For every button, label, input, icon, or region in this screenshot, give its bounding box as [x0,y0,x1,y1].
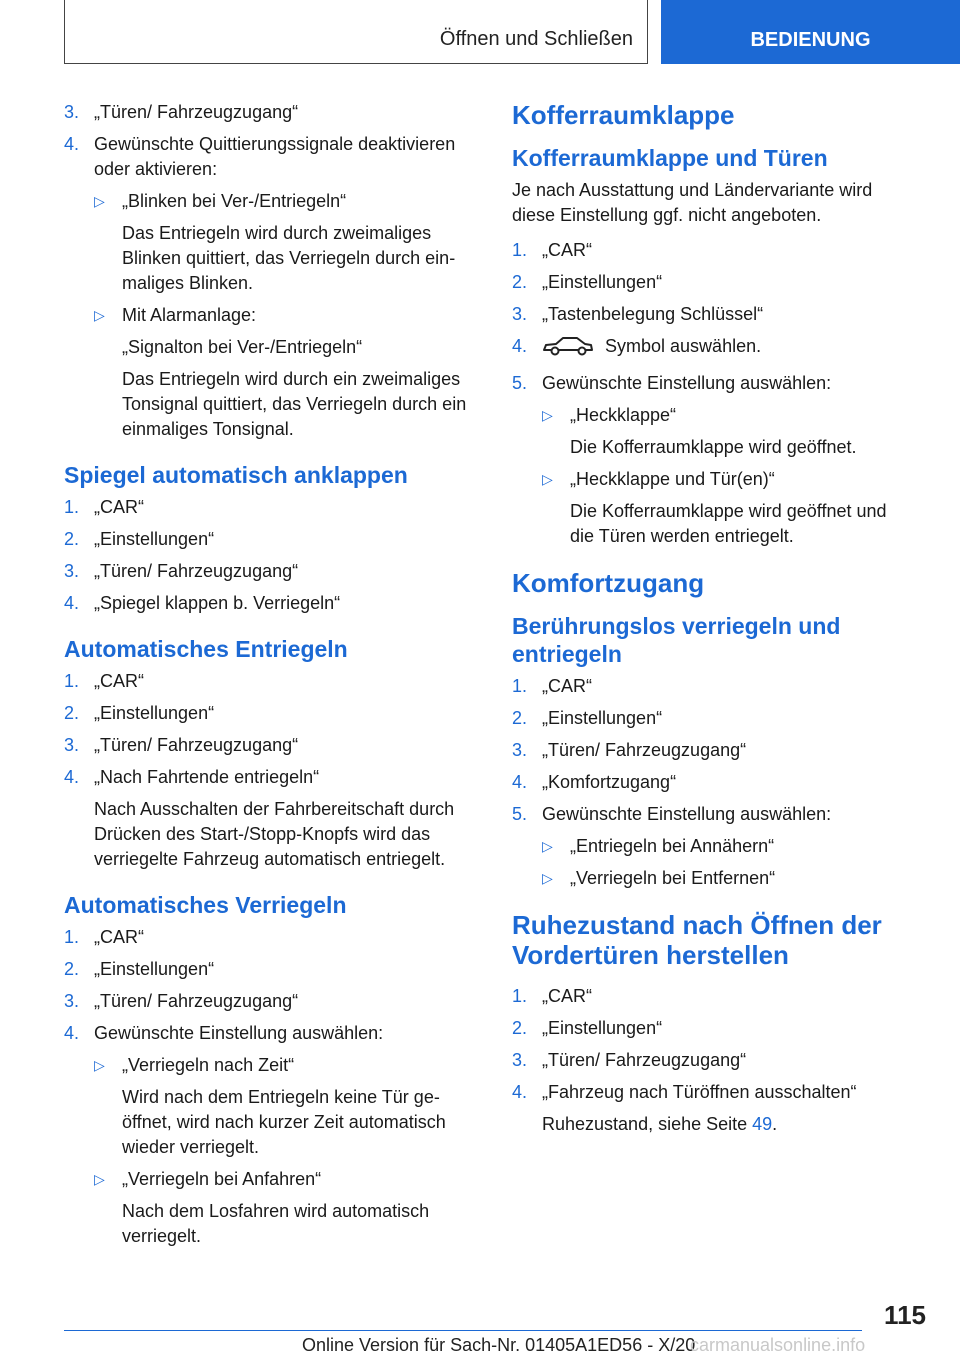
step-text: „Einstellungen“ [94,703,215,723]
step-text: „Türen/ Fahrzeugzugang“ [94,561,299,581]
step-text: „Tastenbelegung Schlüssel“ [542,304,764,324]
step-number: 4. [64,767,80,787]
right-column [512,100,912,1144]
list-item [512,270,912,295]
step-number: 4. [512,336,528,356]
step-number: 4. [512,772,528,792]
footer-text: Online Version für Sach-Nr. 01405A1ED56 - X/20 [302,1335,696,1355]
step-note [512,1112,912,1137]
heading-ruhezustand: Ruhezustand nach Öffnen der Vordertüren herstellen [512,910,882,970]
step-number: 5. [512,373,528,393]
list-item [64,957,480,982]
sub-title: „Verriegeln bei Anfahren“ [122,1169,322,1189]
chapter-tab[interactable] [661,0,960,64]
step-number: 1. [512,240,528,260]
step-text: Gewünschte Quittierungssignale deaktivieren oder aktivieren: [94,134,456,179]
step-number: 3. [512,1050,528,1070]
list-item [512,706,912,731]
sub-list-item [512,403,912,428]
list-item [512,1080,912,1105]
sub-list-item [64,1167,480,1192]
triangle-bullet-icon: ▷ [94,193,105,209]
list-item [512,371,912,396]
step-text: „Fahrzeug nach Türöffnen ausschalten“ [542,1082,857,1102]
sub-title: „Entriegeln bei Annähern“ [570,836,775,856]
header-section-box [64,0,648,64]
step-number: 3. [512,304,528,324]
step-number: 4. [64,1023,80,1043]
list-item [512,770,912,795]
step-number: 4. [64,134,80,154]
step-number: 2. [64,703,80,723]
sub-title: „Heckklappe“ [570,405,677,425]
step-text: „Spiegel klappen b. Verriegeln“ [94,593,341,613]
triangle-bullet-icon: ▷ [94,1057,105,1073]
sub-list-item [512,866,912,891]
step-number: 1. [512,986,528,1006]
list-item [64,669,480,694]
list-item [64,733,480,758]
heading-kofferraumklappe: Kofferraumklappe [512,100,735,130]
step-number: 4. [64,593,80,613]
triangle-bullet-icon: ▷ [94,1171,105,1187]
step-number: 2. [64,959,80,979]
step-number: 3. [64,561,80,581]
note-suffix: . [772,1114,778,1134]
list-item [512,334,912,364]
chapter-title: BEDIENUNG [750,28,871,51]
list-item [512,674,912,699]
step-text: Gewünschte Einstellung auswählen: [94,1023,384,1043]
triangle-bullet-icon: ▷ [542,870,553,886]
intro-text: Je nach Ausstattung und Ländervariante wird diese Einstellung ggf. nicht angeboten. [512,180,873,225]
step-text: „Türen/ Fahrzeugzugang“ [94,991,299,1011]
sub-list-item [512,467,912,492]
step-text: „Komfortzugang“ [542,772,677,792]
step-text: „Türen/ Fahrzeugzugang“ [542,1050,747,1070]
step-note: Nach Ausschalten der Fahrbereitschaft durch Drücken des Start-/Stopp-Knopfs wird das verriegelte Fahrzeug automatisch entriegelt. [94,799,455,869]
sub-list-item [64,189,480,214]
step-number: 5. [512,804,528,824]
section-heading-auto-entriegeln: Automatisches Entriegeln [64,636,348,662]
sub-title: „Blinken bei Ver-/Entriegeln“ [122,191,347,211]
sub-body: Die Kofferraumklappe wird geöffnet und die Türen werden entriegelt. [570,501,887,546]
step-text: „CAR“ [542,986,592,1006]
list-item [64,591,480,616]
page-number: 115 [884,1300,926,1330]
step-number: 4. [512,1082,528,1102]
step-text: „CAR“ [94,497,144,517]
left-column [64,100,480,1256]
sub-body: Das Entriegeln wird durch zweimaliges Blinken quittiert, das Verriegeln durch ein-maliges Blinken. [122,223,456,293]
list-item [64,925,480,950]
step-text: Symbol auswählen. [605,336,762,356]
step-number: 3. [64,991,80,1011]
list-item [64,765,480,790]
sub-title: „Verriegeln bei Entfernen“ [570,868,776,888]
step-number: 2. [512,708,528,728]
list-item [64,132,480,182]
heading-komfortzugang: Komfortzugang [512,568,705,598]
list-item [512,238,912,263]
list-item [64,559,480,584]
watermark: carmanualsonline.info [690,1335,866,1355]
step-number: 3. [64,102,80,122]
page-link[interactable]: 49 [752,1114,773,1134]
step-text: „Einstellungen“ [94,529,215,549]
step-text: Gewünschte Einstellung auswählen: [542,804,832,824]
list-item [64,989,480,1014]
sub-title: „Heckklappe und Tür(en)“ [570,469,775,489]
sub-list-item [64,303,480,328]
footer-divider [64,1330,862,1331]
step-number: 1. [512,676,528,696]
list-item [64,701,480,726]
step-number: 1. [64,927,80,947]
triangle-bullet-icon: ▷ [542,407,553,423]
sub-title: „Verriegeln nach Zeit“ [122,1055,295,1075]
step-text: „Nach Fahrtende entriegeln“ [94,767,320,787]
list-item [64,1021,480,1046]
sub-body: Wird nach dem Entriegeln keine Tür ge-öffnet, wird nach kurzer Zeit automatisch wieder verriegelt. [122,1087,446,1157]
sub-body: Die Kofferraumklappe wird geöffnet. [570,437,857,457]
sub-body: Nach dem Losfahren wird automatisch verriegelt. [122,1201,430,1246]
step-number: 2. [512,272,528,292]
step-text: „Einstellungen“ [94,959,215,979]
step-text: „Türen/ Fahrzeugzugang“ [542,740,747,760]
sub-body: Das Entriegeln wird durch ein zweimaliges Tonsignal quittiert, das Verriegeln durch ein einmaliges Tonsignal. [122,369,467,439]
sub-list-item [64,1053,480,1078]
step-number: 2. [64,529,80,549]
step-text: „CAR“ [94,927,144,947]
step-text: „Einstellungen“ [542,272,663,292]
triangle-bullet-icon: ▷ [94,307,105,323]
step-text: „CAR“ [94,671,144,691]
subheading-kofferraumklappe-tueren: Kofferraumklappe und Türen [512,145,828,171]
step-number: 1. [64,497,80,517]
list-item [64,495,480,520]
list-item [512,1048,912,1073]
subheading-beruehrungslos: Berührungslos verriegeln und entriegeln [512,613,841,667]
triangle-bullet-icon: ▷ [542,838,553,854]
step-text: „Türen/ Fahrzeugzugang“ [94,735,299,755]
step-number: 1. [64,671,80,691]
step-number: 3. [512,740,528,760]
list-item [512,802,912,827]
sub-line: „Signalton bei Ver-/Entriegeln“ [122,337,363,357]
sub-title: Mit Alarmanlage: [122,305,257,325]
section-heading-auto-verriegeln: Automatisches Verriegeln [64,892,347,918]
step-number: 2. [512,1018,528,1038]
step-text: Gewünschte Einstellung auswählen: [542,373,832,393]
car-outline-icon [542,335,594,364]
step-text: „Türen/ Fahrzeugzugang“ [94,102,299,122]
list-item [512,302,912,327]
note-text: Ruhezustand, siehe Seite [542,1114,753,1134]
section-title: Öffnen und Schließen [439,28,633,50]
triangle-bullet-icon: ▷ [542,471,553,487]
list-item [512,738,912,763]
list-item [64,100,480,125]
list-item [64,527,480,552]
sub-list-item [512,834,912,859]
step-text: „CAR“ [542,676,592,696]
step-number: 3. [64,735,80,755]
step-text: „Einstellungen“ [542,1018,663,1038]
step-text: „Einstellungen“ [542,708,663,728]
list-item [512,984,912,1009]
step-text: „CAR“ [542,240,592,260]
list-item [512,1016,912,1041]
section-heading-spiegel: Spiegel automatisch anklappen [64,462,408,488]
